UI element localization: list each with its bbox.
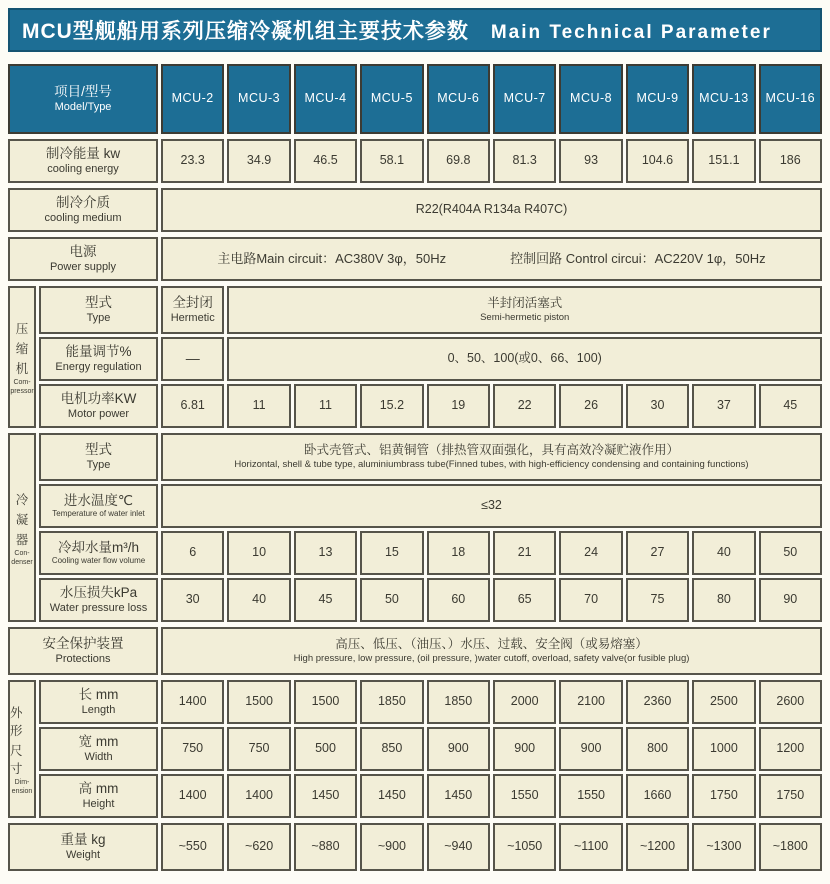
water-pressure-loss-value: 80 — [692, 578, 755, 622]
height-value: 1550 — [559, 774, 622, 818]
width-value: 900 — [493, 727, 556, 771]
label-en: Cooling water flow volume — [51, 556, 146, 566]
cooling-water-flow-value: 10 — [227, 531, 290, 575]
side-en: pressor — [10, 388, 34, 395]
section-condenser — [8, 433, 822, 622]
height-value: 1400 — [161, 774, 224, 818]
cooling-water-flow-value: 21 — [493, 531, 556, 575]
length-value: 1500 — [294, 680, 357, 724]
cooling-energy-value: 58.1 — [360, 139, 423, 183]
hermetic-cell — [161, 286, 224, 334]
title-english: Main Technical Parameter — [490, 22, 772, 43]
length-value: 2360 — [626, 680, 689, 724]
weight-value: ~550 — [161, 823, 224, 871]
weight-value: ~620 — [227, 823, 290, 871]
water-pressure-loss-value: 90 — [759, 578, 822, 622]
model-header: MCU-3 — [227, 64, 290, 134]
label-length — [39, 680, 158, 724]
label-en: Water pressure loss — [49, 601, 148, 614]
row-cooling-water-flow — [39, 531, 822, 575]
width-value: 1000 — [692, 727, 755, 771]
label-zh: 能量调节% — [65, 343, 132, 359]
side-char: 尺寸 — [10, 744, 23, 776]
water-pressure-loss-value: 60 — [427, 578, 490, 622]
label-zh: 型式 — [85, 441, 112, 457]
cooling-medium-value: R22(R404A R134a R407C) — [161, 188, 822, 232]
height-value: 1450 — [360, 774, 423, 818]
weight-value: ~1050 — [493, 823, 556, 871]
label-en: Motor power — [67, 407, 130, 420]
model-header: MCU-8 — [559, 64, 622, 134]
length-value: 2100 — [559, 680, 622, 724]
model-type-header — [8, 64, 158, 134]
label-zh: 高 mm — [78, 780, 119, 796]
height-value: 1450 — [427, 774, 490, 818]
water-pressure-loss-value: 70 — [559, 578, 622, 622]
header-label-zh: 项目/型号 — [54, 83, 112, 99]
condenser-section-label — [8, 433, 36, 622]
motor-power-value: 22 — [493, 384, 556, 428]
label-zh: 制冷介质 — [56, 194, 110, 210]
motor-power-value: 11 — [227, 384, 290, 428]
motor-power-value: 19 — [427, 384, 490, 428]
energy-regulation-na: — — [161, 337, 224, 381]
label-weight — [8, 823, 158, 871]
weight-value: ~1300 — [692, 823, 755, 871]
height-value: 1400 — [227, 774, 290, 818]
length-value: 1850 — [360, 680, 423, 724]
water-pressure-loss-value: 30 — [161, 578, 224, 622]
label-en: Width — [84, 750, 113, 763]
hermetic-en: Hermetic — [170, 311, 215, 324]
cooling-energy-value: 23.3 — [161, 139, 224, 183]
length-value: 2000 — [493, 680, 556, 724]
width-value: 900 — [559, 727, 622, 771]
label-en: Height — [82, 797, 115, 810]
side-en: denser — [11, 558, 33, 566]
side-en: Dim- — [14, 779, 30, 786]
cooling-water-flow-value: 6 — [161, 531, 224, 575]
length-value: 1500 — [227, 680, 290, 724]
page-title — [8, 8, 822, 52]
weight-value: ~940 — [427, 823, 490, 871]
row-water-pressure-loss — [39, 578, 822, 622]
label-zh: 重量 kg — [60, 831, 106, 847]
label-en: Type — [86, 458, 111, 471]
row-condenser-type — [39, 433, 822, 481]
height-value: 1450 — [294, 774, 357, 818]
motor-power-value: 37 — [692, 384, 755, 428]
dimension-section-label — [8, 680, 36, 818]
label-power-supply — [8, 237, 158, 281]
label-zh: 制冷能量 kw — [45, 145, 121, 161]
semi-hermetic-cell — [227, 286, 822, 334]
cooling-energy-value: 93 — [559, 139, 622, 183]
motor-power-value: 45 — [759, 384, 822, 428]
model-header: MCU-9 — [626, 64, 689, 134]
hermetic-zh: 全封闭 — [172, 294, 213, 310]
side-en: Com- — [13, 379, 31, 386]
row-length — [39, 680, 822, 724]
side-char: 冷 — [15, 492, 29, 507]
side-en: ension — [11, 788, 33, 795]
power-supply-value — [161, 237, 822, 281]
model-header: MCU-5 — [360, 64, 423, 134]
cooling-energy-value: 186 — [759, 139, 822, 183]
row-cooling-energy — [8, 139, 822, 183]
label-cooling-energy — [8, 139, 158, 183]
label-zh: 电机功率KW — [60, 390, 137, 406]
side-en: Con- — [14, 549, 30, 557]
label-zh: 水压损失kPa — [59, 584, 138, 600]
height-value: 1660 — [626, 774, 689, 818]
motor-power-value: 26 — [559, 384, 622, 428]
cooling-water-flow-value: 15 — [360, 531, 423, 575]
label-width — [39, 727, 158, 771]
label-water-inlet-temp — [39, 484, 158, 528]
row-protections — [8, 627, 822, 675]
side-char: 机 — [15, 362, 29, 376]
row-power-supply — [8, 237, 822, 281]
label-energy-regulation — [39, 337, 158, 381]
model-header: MCU-6 — [427, 64, 490, 134]
side-char: 压 — [15, 322, 29, 336]
width-value: 850 — [360, 727, 423, 771]
water-pressure-loss-value: 65 — [493, 578, 556, 622]
cooling-energy-value: 34.9 — [227, 139, 290, 183]
section-dimension — [8, 680, 822, 818]
height-value: 1750 — [759, 774, 822, 818]
model-header: MCU-16 — [759, 64, 822, 134]
label-compressor-type — [39, 286, 158, 334]
weight-value: ~880 — [294, 823, 357, 871]
semi-hermetic-zh: 半封闭活塞式 — [487, 296, 563, 311]
row-width — [39, 727, 822, 771]
condenser-type-value — [161, 433, 822, 481]
semi-hermetic-en: Semi-hermetic piston — [480, 311, 570, 323]
label-en: Weight — [65, 848, 101, 861]
protections-en: High pressure, low pressure, (oil pressure, )water cutoff, overload, safety valve(or fusible plug) — [293, 652, 690, 664]
weight-value: ~900 — [360, 823, 423, 871]
motor-power-value: 15.2 — [360, 384, 423, 428]
main-circuit-spec: 主电路Main circuit：AC380V 3φ，50Hz — [217, 250, 447, 266]
side-char: 器 — [15, 532, 29, 547]
condenser-type-en: Horizontal, shell & tube type, aluminiumbrass tube(Finned tubes, with high-efficiency condensing and containing functions) — [234, 458, 749, 470]
width-value: 900 — [427, 727, 490, 771]
label-en: Energy regulation — [55, 360, 142, 373]
label-en: Type — [86, 311, 111, 324]
row-compressor-type — [39, 286, 822, 334]
water-inlet-temp-value: ≤32 — [161, 484, 822, 528]
title-chinese: MCU型舰船用系列压缩冷凝机组主要技术参数 — [22, 20, 469, 43]
side-char: 外形 — [10, 706, 23, 738]
label-water-pressure-loss — [39, 578, 158, 622]
condenser-type-zh: 卧式壳管式、铝黄铜管（排热管双面强化，具有高效冷凝贮液作用） — [303, 443, 679, 458]
cooling-water-flow-value: 18 — [427, 531, 490, 575]
height-value: 1750 — [692, 774, 755, 818]
model-header: MCU-2 — [161, 64, 224, 134]
water-pressure-loss-value: 40 — [227, 578, 290, 622]
header-label-en: Model/Type — [54, 100, 112, 113]
length-value: 2600 — [759, 680, 822, 724]
width-value: 750 — [161, 727, 224, 771]
cooling-water-flow-value: 27 — [626, 531, 689, 575]
width-value: 750 — [227, 727, 290, 771]
label-en: Protections — [55, 652, 111, 665]
protections-zh: 高压、低压、（油压、）水压、过载、安全阀（或易熔塞） — [335, 637, 648, 652]
label-protections — [8, 627, 158, 675]
width-value: 800 — [626, 727, 689, 771]
label-zh: 长 mm — [78, 686, 119, 702]
label-en: Temperature of water inlet — [52, 509, 145, 519]
length-value: 1400 — [161, 680, 224, 724]
cooling-energy-value: 104.6 — [626, 139, 689, 183]
row-water-inlet-temp — [39, 484, 822, 528]
weight-value: ~1800 — [759, 823, 822, 871]
cooling-energy-value: 151.1 — [692, 139, 755, 183]
label-en: Length — [81, 703, 116, 716]
table-header — [8, 64, 822, 134]
label-en: cooling energy — [47, 162, 119, 175]
model-header: MCU-13 — [692, 64, 755, 134]
water-pressure-loss-value: 45 — [294, 578, 357, 622]
section-compressor — [8, 286, 822, 428]
row-cooling-medium — [8, 188, 822, 232]
motor-power-value: 30 — [626, 384, 689, 428]
model-header: MCU-4 — [294, 64, 357, 134]
label-en: Power supply — [49, 260, 117, 273]
label-zh: 型式 — [85, 294, 112, 310]
cooling-water-flow-value: 13 — [294, 531, 357, 575]
label-height — [39, 774, 158, 818]
water-pressure-loss-value: 75 — [626, 578, 689, 622]
row-height — [39, 774, 822, 818]
label-motor-power — [39, 384, 158, 428]
compressor-section-label — [8, 286, 36, 428]
weight-value: ~1200 — [626, 823, 689, 871]
width-value: 1200 — [759, 727, 822, 771]
label-cooling-water-flow — [39, 531, 158, 575]
length-value: 1850 — [427, 680, 490, 724]
label-zh: 安全保护装置 — [42, 635, 124, 651]
row-weight — [8, 823, 822, 871]
model-header: MCU-7 — [493, 64, 556, 134]
length-value: 2500 — [692, 680, 755, 724]
cooling-water-flow-value: 40 — [692, 531, 755, 575]
motor-power-value: 11 — [294, 384, 357, 428]
side-char: 凝 — [15, 512, 29, 527]
cooling-energy-value: 46.5 — [294, 139, 357, 183]
label-condenser-type — [39, 433, 158, 481]
row-energy-regulation — [39, 337, 822, 381]
label-zh: 进水温度℃ — [63, 492, 134, 508]
height-value: 1550 — [493, 774, 556, 818]
control-circuit-spec: 控制回路 Control circui：AC220V 1φ，50Hz — [510, 250, 766, 266]
water-pressure-loss-value: 50 — [360, 578, 423, 622]
label-zh: 冷却水量m³/h — [58, 539, 139, 555]
cooling-energy-value: 81.3 — [493, 139, 556, 183]
weight-value: ~1100 — [559, 823, 622, 871]
label-zh: 宽 mm — [78, 733, 119, 749]
cooling-water-flow-value: 24 — [559, 531, 622, 575]
cooling-energy-value: 69.8 — [427, 139, 490, 183]
energy-regulation-value: 0、50、100(或0、66、100) — [227, 337, 822, 381]
label-zh: 电源 — [69, 243, 97, 259]
label-cooling-medium — [8, 188, 158, 232]
row-motor-power — [39, 384, 822, 428]
width-value: 500 — [294, 727, 357, 771]
motor-power-value: 6.81 — [161, 384, 224, 428]
side-char: 缩 — [15, 342, 29, 356]
cooling-water-flow-value: 50 — [759, 531, 822, 575]
protections-value — [161, 627, 822, 675]
label-en: cooling medium — [44, 211, 122, 224]
